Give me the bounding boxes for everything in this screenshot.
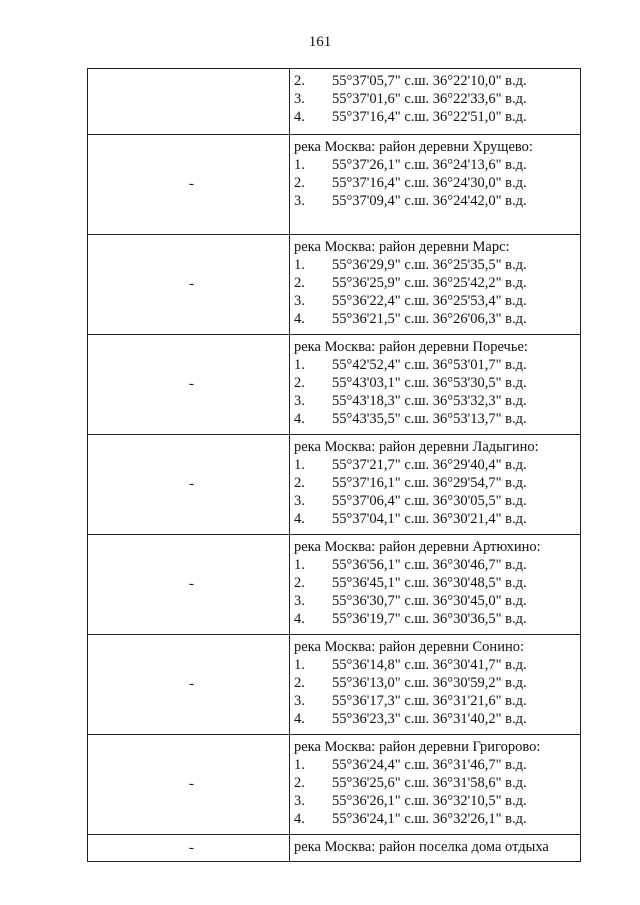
coordinate-text: 55°36'24,1" с.ш. 36°32'26,1" в.д. bbox=[332, 811, 527, 827]
coordinate-text: 55°37'04,1" с.ш. 36°30'21,4" в.д. bbox=[332, 511, 527, 527]
coordinate-text: 55°36'45,1" с.ш. 36°30'48,5" в.д. bbox=[332, 575, 527, 591]
coordinate-number: 1. bbox=[294, 257, 305, 273]
coordinate-line bbox=[294, 156, 576, 174]
place-title: река Москва: район деревни Поречье: bbox=[294, 339, 528, 355]
place-title: река Москва: район деревни Ладыгино: bbox=[294, 439, 539, 455]
left-cell bbox=[88, 535, 290, 635]
table-row bbox=[88, 435, 581, 535]
coordinate-number: 4. bbox=[294, 811, 305, 827]
coordinate-number: 2. bbox=[294, 475, 305, 491]
coordinate-line bbox=[294, 510, 576, 528]
coordinate-number: 2. bbox=[294, 275, 305, 291]
place-title: река Москва: район деревни Артюхино: bbox=[294, 539, 541, 555]
coordinate-text: 55°37'09,4" с.ш. 36°24'42,0" в.д. bbox=[332, 193, 527, 209]
coordinate-line bbox=[294, 292, 576, 310]
right-cell bbox=[290, 69, 581, 135]
coordinate-number: 3. bbox=[294, 91, 305, 107]
coordinate-line bbox=[294, 574, 576, 592]
coordinate-text: 55°43'18,3" с.ш. 36°53'32,3" в.д. bbox=[332, 393, 527, 409]
right-cell bbox=[290, 535, 581, 635]
page-number: 161 bbox=[308, 34, 332, 50]
coordinate-line bbox=[294, 356, 576, 374]
left-cell-value: - bbox=[189, 576, 194, 592]
coordinate-text: 55°37'26,1" с.ш. 36°24'13,6" в.д. bbox=[332, 157, 527, 173]
coordinate-text: 55°37'16,4" с.ш. 36°24'30,0" в.д. bbox=[332, 175, 527, 191]
coordinate-line bbox=[294, 456, 576, 474]
coordinate-text: 55°36'25,9" с.ш. 36°25'42,2" в.д. bbox=[332, 275, 527, 291]
right-cell bbox=[290, 135, 581, 235]
coordinate-text: 55°37'16,4" с.ш. 36°22'51,0" в.д. bbox=[332, 109, 527, 125]
table-row bbox=[88, 635, 581, 735]
coordinate-number: 1. bbox=[294, 557, 305, 573]
coordinate-number: 1. bbox=[294, 457, 305, 473]
coordinate-text: 55°36'17,3" с.ш. 36°31'21,6" в.д. bbox=[332, 693, 527, 709]
coordinate-text: 55°42'52,4" с.ш. 36°53'01,7" в.д. bbox=[332, 357, 527, 373]
table-row bbox=[88, 535, 581, 635]
coordinate-line bbox=[294, 556, 576, 574]
place-title: река Москва: район деревни Сонино: bbox=[294, 639, 524, 655]
coordinate-number: 2. bbox=[294, 175, 305, 191]
coordinate-line bbox=[294, 392, 576, 410]
coordinate-number: 1. bbox=[294, 657, 305, 673]
coordinate-text: 55°36'29,9" с.ш. 36°25'35,5" в.д. bbox=[332, 257, 527, 273]
coordinate-number: 4. bbox=[294, 411, 305, 427]
coordinate-number: 1. bbox=[294, 757, 305, 773]
place-title: река Москва: район деревни Хрущево: bbox=[294, 139, 533, 155]
left-cell bbox=[88, 69, 290, 135]
coordinate-line bbox=[294, 474, 576, 492]
coordinate-number: 2. bbox=[294, 675, 305, 691]
right-cell bbox=[290, 735, 581, 835]
coordinate-number: 3. bbox=[294, 193, 305, 209]
coordinate-line bbox=[294, 692, 576, 710]
coordinate-number: 3. bbox=[294, 293, 305, 309]
coordinate-text: 55°37'05,7" с.ш. 36°22'10,0" в.д. bbox=[332, 73, 527, 89]
coordinate-line bbox=[294, 810, 576, 828]
table-row bbox=[88, 135, 581, 235]
left-cell bbox=[88, 735, 290, 835]
coordinate-number: 3. bbox=[294, 693, 305, 709]
left-cell-value: - bbox=[189, 376, 194, 392]
left-cell bbox=[88, 835, 290, 862]
coordinate-text: 55°36'30,7" с.ш. 36°30'45,0" в.д. bbox=[332, 593, 527, 609]
coordinate-line bbox=[294, 256, 576, 274]
table-row bbox=[88, 335, 581, 435]
left-cell-value: - bbox=[189, 176, 194, 192]
coordinate-line bbox=[294, 192, 576, 210]
coordinate-line bbox=[294, 656, 576, 674]
right-cell bbox=[290, 435, 581, 535]
right-cell bbox=[290, 235, 581, 335]
coordinate-line bbox=[294, 774, 576, 792]
coordinate-text: 55°36'22,4" с.ш. 36°25'53,4" в.д. bbox=[332, 293, 527, 309]
coordinate-text: 55°36'23,3" с.ш. 36°31'40,2" в.д. bbox=[332, 711, 527, 727]
coordinate-number: 1. bbox=[294, 157, 305, 173]
left-cell bbox=[88, 235, 290, 335]
left-cell bbox=[88, 335, 290, 435]
coordinate-text: 55°37'16,1" с.ш. 36°29'54,7" в.д. bbox=[332, 475, 527, 491]
coordinate-number: 2. bbox=[294, 775, 305, 791]
place-title: река Москва: район деревни Марс: bbox=[294, 239, 510, 255]
left-cell-value: - bbox=[189, 676, 194, 692]
coordinate-line bbox=[294, 756, 576, 774]
coordinate-number: 3. bbox=[294, 393, 305, 409]
coordinate-text: 55°36'21,5" с.ш. 36°26'06,3" в.д. bbox=[332, 311, 527, 327]
coordinate-line bbox=[294, 274, 576, 292]
coordinate-number: 3. bbox=[294, 593, 305, 609]
table-row bbox=[88, 735, 581, 835]
table-row bbox=[88, 235, 581, 335]
coordinate-line bbox=[294, 792, 576, 810]
coordinate-line bbox=[294, 374, 576, 392]
coordinate-text: 55°37'01,6" с.ш. 36°22'33,6" в.д. bbox=[332, 91, 527, 107]
coordinate-line bbox=[294, 90, 576, 108]
coordinate-text: 55°36'14,8" с.ш. 36°30'41,7" в.д. bbox=[332, 657, 527, 673]
table-row bbox=[88, 835, 581, 862]
coordinate-line bbox=[294, 710, 576, 728]
place-title: река Москва: район деревни Григорово: bbox=[294, 739, 541, 755]
left-cell bbox=[88, 435, 290, 535]
coordinate-line bbox=[294, 674, 576, 692]
coordinate-text: 55°36'24,4" с.ш. 36°31'46,7" в.д. bbox=[332, 757, 527, 773]
coordinate-number: 2. bbox=[294, 73, 305, 89]
coordinate-text: 55°36'13,0" с.ш. 36°30'59,2" в.д. bbox=[332, 675, 527, 691]
right-cell bbox=[290, 835, 581, 862]
coordinate-line bbox=[294, 310, 576, 328]
coordinate-text: 55°43'35,5" с.ш. 36°53'13,7" в.д. bbox=[332, 411, 527, 427]
left-cell bbox=[88, 635, 290, 735]
coordinate-number: 4. bbox=[294, 109, 305, 125]
coordinate-number: 4. bbox=[294, 611, 305, 627]
coordinates-table bbox=[87, 68, 581, 862]
left-cell-value: - bbox=[189, 776, 194, 792]
coordinate-text: 55°36'25,6" с.ш. 36°31'58,6" в.д. bbox=[332, 775, 527, 791]
right-cell bbox=[290, 335, 581, 435]
coordinate-line bbox=[294, 410, 576, 428]
coordinate-number: 3. bbox=[294, 493, 305, 509]
coordinate-line bbox=[294, 592, 576, 610]
coordinate-line bbox=[294, 610, 576, 628]
coordinate-number: 4. bbox=[294, 311, 305, 327]
coordinate-number: 2. bbox=[294, 375, 305, 391]
coordinate-text: 55°36'26,1" с.ш. 36°32'10,5" в.д. bbox=[332, 793, 527, 809]
coordinate-line bbox=[294, 174, 576, 192]
coordinate-number: 1. bbox=[294, 357, 305, 373]
coordinate-text: 55°37'06,4" с.ш. 36°30'05,5" в.д. bbox=[332, 493, 527, 509]
coordinate-text: 55°36'56,1" с.ш. 36°30'46,7" в.д. bbox=[332, 557, 527, 573]
coordinate-number: 4. bbox=[294, 511, 305, 527]
place-title: река Москва: район поселка дома отдыха bbox=[294, 839, 549, 855]
coordinate-number: 2. bbox=[294, 575, 305, 591]
coordinate-line bbox=[294, 492, 576, 510]
coordinate-line bbox=[294, 72, 576, 90]
coordinate-text: 55°37'21,7" с.ш. 36°29'40,4" в.д. bbox=[332, 457, 527, 473]
coordinate-number: 4. bbox=[294, 711, 305, 727]
left-cell-value: - bbox=[189, 276, 194, 292]
table-row bbox=[88, 69, 581, 135]
right-cell bbox=[290, 635, 581, 735]
left-cell bbox=[88, 135, 290, 235]
left-cell-value: - bbox=[189, 476, 194, 492]
coordinate-number: 3. bbox=[294, 793, 305, 809]
coordinate-line bbox=[294, 108, 576, 126]
left-cell-value: - bbox=[189, 839, 194, 856]
coordinate-text: 55°43'03,1" с.ш. 36°53'30,5" в.д. bbox=[332, 375, 527, 391]
coordinate-text: 55°36'19,7" с.ш. 36°30'36,5" в.д. bbox=[332, 611, 527, 627]
